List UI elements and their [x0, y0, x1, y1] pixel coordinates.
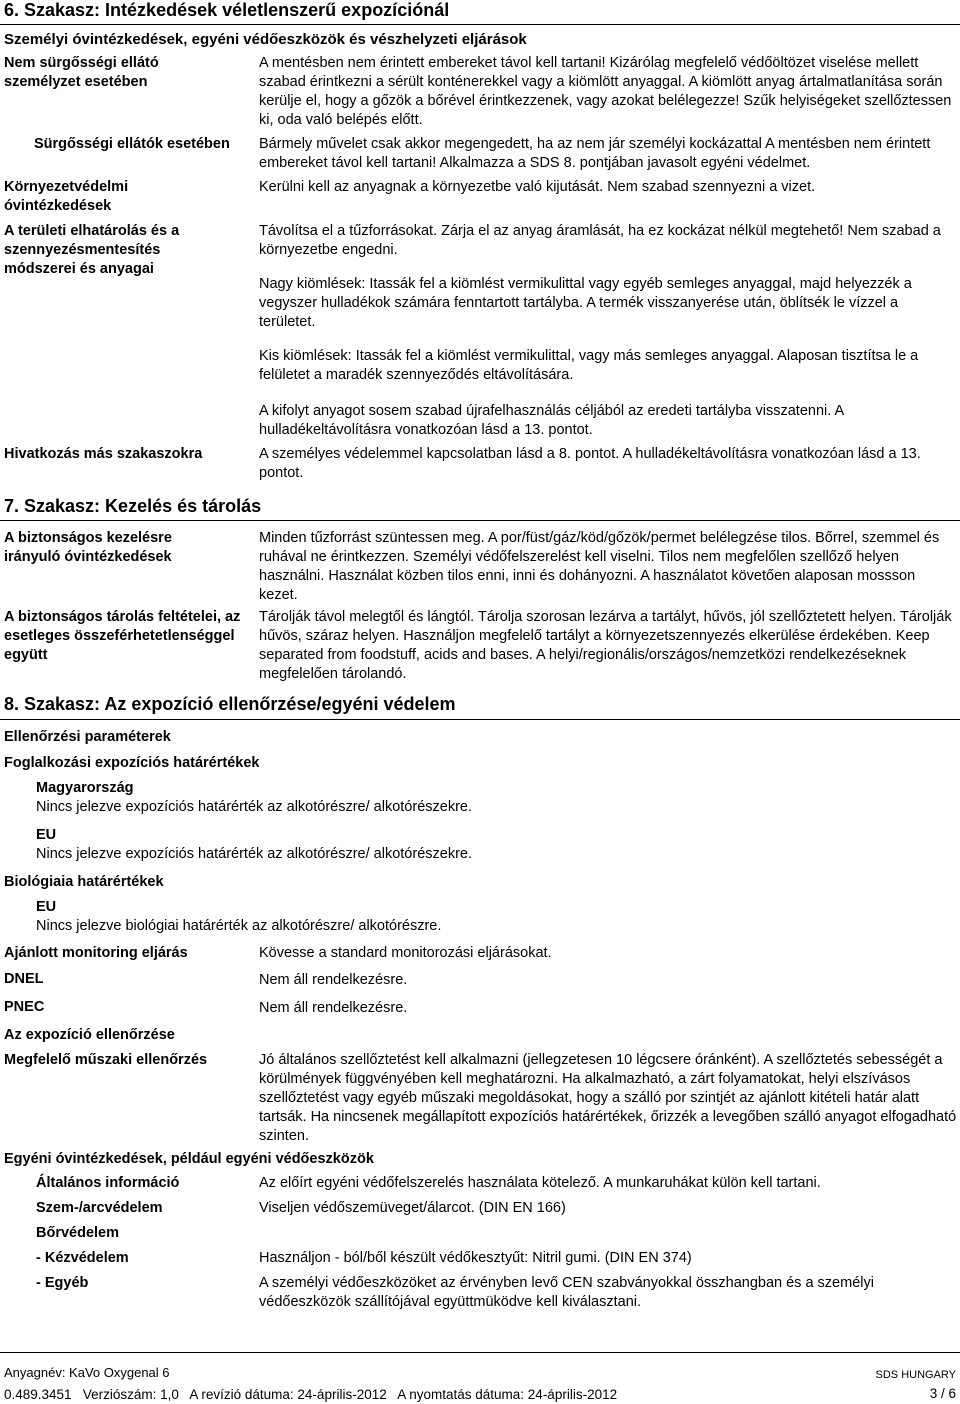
oel-text-eu: Nincs jelezve expozíciós határérték az alkotórészre/ alkotórészekre. — [36, 846, 472, 862]
text-engineering: Jó általános szellőztetést kell alkalmazni (jellegzetesen 10 légcsere óránként). A szellőztetés sebességét a körülmények függvényében kell meghatározni. Ha alkalmazható, a zárt folyamatokat, helyi elszívásos szellőztetést vagy egyéb műszaki megoldásokat, hogy a szálló por szintjét az ajánlott kitételi határ alatt tartsák. Ha nincsenek megállapított expozíciós határértékek, őrizzék a levegőben szálló anyagot elfogadható szinten. — [259, 1052, 957, 1144]
label-emergency: Sürgősségi ellátók esetében — [34, 136, 230, 152]
text-references: A személyes védelemmel kapcsolatban lásd a 8. pontot. A hulladékeltávolításra vonatkozóan lásd a 13. pontot. — [259, 446, 921, 481]
control-params-heading: Ellenőrzési paraméterek — [4, 729, 171, 745]
oel-region-eu: EU — [36, 827, 57, 843]
text-monitoring: Kövesse a standard monitorozási eljárásokat. — [259, 945, 552, 961]
section7-title: 7. Szakasz: Kezelés és tárolás — [4, 496, 262, 516]
section8-rule — [0, 719, 960, 720]
text-other-protection: A személyi védőeszközöket az érvényben levő CEN szabványokkal összhangban és a személyi védőeszközök szállítójával együttmüködve kell kiválasztani. — [259, 1275, 874, 1310]
oel-region-hu: Magyarország — [36, 780, 134, 796]
label-non-emergency: Nem sürgősségi ellátó személyzet esetében — [4, 55, 159, 90]
footer-product: Anyagnév: KaVo Oxygenal 6 — [4, 1365, 170, 1380]
label-engineering: Megfelelő műszaki ellenőrzés — [4, 1052, 208, 1068]
text-pnec: Nem áll rendelkezésre. — [259, 1000, 408, 1016]
text-non-emergency: A mentésben nem érintett embereket távol kell tartani! Kizárólag megfelelő védőöltözet viselése mellett szabad érintkezni a sérült konténerekkel vagy a kiömlött anyaggal. A kiömlött anyag ártalmatlanítása során kerülje el, hogy a gőzök a bőrével érintkezzenek, vagy azokat belélegezze! Szűk helyiségeket szellőztessen ki, oda való belépés előtt. — [259, 55, 952, 128]
text-eye-protection: Viseljen védőszemüveget/álarcot. (DIN EN 166) — [259, 1200, 566, 1216]
text-large-spills: Nagy kiömlések: Itassák fel a kiömlést vermikulittal vagy egyéb semleges anyaggal, majd helyezzék a vegyszer hulladékok számára fenntartott tartályba. A termék visszanyerése után, öblítsék le vízzel a területet. — [259, 276, 912, 330]
label-other-protection: - Egyéb — [36, 1275, 89, 1291]
text-containment: Távolítsa el a tűzforrásokat. Zárja el az anyag áramlását, ha ez kockázat nélkül megtehető! Nem szabad a környezetbe engedni. — [259, 223, 941, 258]
section6-title: 6. Szakasz: Intézkedések véletlenszerű expozíciónál — [4, 0, 450, 20]
label-safe-storage: A biztonságos tárolás feltételei, az esetleges összeférhetetlenséggel együtt — [4, 609, 241, 663]
label-monitoring: Ajánlott monitoring eljárás — [4, 945, 188, 961]
ppe-heading: Egyéni óvintézkedések, például egyéni védőeszközök — [4, 1151, 374, 1167]
label-references: Hivatkozás más szakaszokra — [4, 446, 203, 462]
oel-heading: Foglalkozási expozíciós határértékek — [4, 755, 260, 771]
section6-subtitle: Személyi óvintézkedések, egyéni védőeszközök és vészhelyzeti eljárások — [4, 31, 527, 48]
label-environmental: Környezetvédelmi óvintézkedések — [4, 179, 129, 214]
footer-rule — [0, 1352, 960, 1353]
text-emergency: Bármely művelet csak akkor megengedett, ha az nem jár személyi kockázattal A mentésben nem érintett embereket távol kell tartani! Alkalmazza a SDS 8. pontjában javasolt egyéni védelmet. — [259, 136, 931, 171]
exposure-control-heading: Az expozíció ellenőrzése — [4, 1027, 175, 1043]
label-hand-protection: - Kézvédelem — [36, 1250, 129, 1266]
section6-rule — [0, 24, 960, 25]
label-skin-protection: Bőrvédelem — [36, 1225, 120, 1241]
text-environmental: Kerülni kell az anyagnak a környezetbe való kijutását. Nem szabad szennyezni a vizet. — [259, 179, 816, 195]
oel-text-hu: Nincs jelezve expozíciós határérték az alkotórészre/ alkotórészekre. — [36, 799, 472, 815]
text-dnel: Nem áll rendelkezésre. — [259, 972, 408, 988]
label-dnel: DNEL — [4, 971, 44, 987]
section7-rule — [0, 520, 960, 521]
text-safe-handling: Minden tűzforrást szüntessen meg. A por/füst/gáz/köd/gőzök/permet belélegzése tilos. Bőrrel, szemmel és ruhával ne érintkezzen. Személyi védőfelszerelést kell viselni. Tilos nem megfelőlen szellőző helyen használni. Használat közben tilos enni, inni és dohányozni. A használatot követően alaposan mossson kezet. — [259, 530, 940, 603]
text-small-spills: Kis kiömlések: Itassák fel a kiömlést vermikulittal, vagy más semleges anyaggal. Alaposan tisztítsa le a felületet a maradék szennyeződés eltávolítására. — [259, 348, 919, 383]
text-safe-storage: Tárolják távol melegtől és lángtól. Tárolja szorosan lezárva a tartályt, hűvös, jól szellőztetett helyen. Tárolják hűvös, száraz helyen. Használjon megfelelő tartályt a környezetszennyezés elkerülése érdekében. Keep separated from foodstuff, acids and bases. A helyi/regionális/országos/nemzetközi rendelkezéseknek megfelelően tárolandó. — [259, 609, 952, 682]
label-safe-handling: A biztonságos kezelésre irányuló óvintézkedések — [4, 530, 172, 565]
label-pnec: PNEC — [4, 999, 45, 1015]
label-general-info: Általános információ — [36, 1175, 180, 1191]
label-containment: A területi elhatárolás és a szennyezésmentesítés módszerei és anyagai — [4, 223, 180, 277]
footer-page-number: 3 / 6 — [929, 1386, 956, 1401]
footer-meta: 0.489.3451 Verziószám: 1,0 A revízió dátuma: 24-április-2012 A nyomtatás dátuma: 24-április-2012 — [4, 1387, 618, 1402]
section8-title: 8. Szakasz: Az expozíció ellenőrzése/egyéni védelem — [4, 694, 456, 714]
bio-region-eu: EU — [36, 899, 57, 915]
label-eye-protection: Szem-/arcvédelem — [36, 1200, 163, 1216]
text-hand-protection: Használjon - ból/ből készült védőkesztyűt: Nitril gumi. (DIN EN 374) — [259, 1250, 692, 1266]
bio-heading: Biológiaia határértékek — [4, 874, 164, 890]
text-no-reuse: A kifolyt anyagot sosem szabad újrafelhasználás céljából az eredeti tartályba visszatenni. A hulladékeltávolításra vonatkozóan lásd a 13. pontot. — [259, 403, 844, 438]
text-general-info: Az előírt egyéni védőfelszerelés használata kötelező. A munkaruhákat külön kell tartani. — [259, 1175, 821, 1191]
footer-sds: SDS HUNGARY — [875, 1369, 956, 1381]
bio-text-eu: Nincs jelezve biológiai határérték az alkotórészre/ alkotórészre. — [36, 918, 442, 934]
